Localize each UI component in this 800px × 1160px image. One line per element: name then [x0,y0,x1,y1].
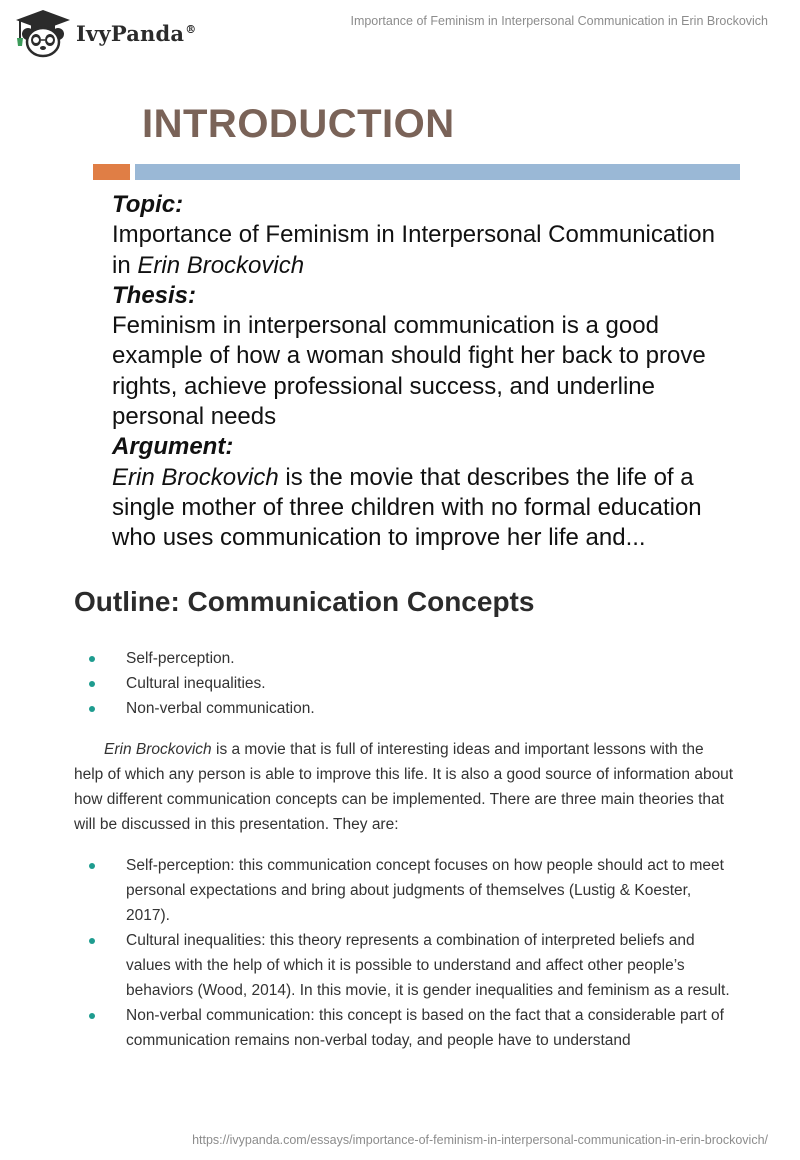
list-item: Non-verbal communication. [74,696,734,721]
topic-text: Importance of Feminism in Interpersonal Communication in Erin Brockovich [112,221,715,279]
outline-list [74,646,734,721]
thesis-label: Thesis: [112,281,197,309]
list-item: Self-perception: this communication concept focuses on how people should act to meet personal expectations and bring about judgments of themselves (Lustig & Koester, 2017). [74,853,734,928]
slide-title: INTRODUCTION [142,102,455,146]
accent-bar-orange [93,164,130,180]
source-url[interactable]: https://ivypanda.com/essays/importance-of-feminism-in-interpersonal-communication-in-erin-brockovich/ [192,1133,768,1147]
topic-label: Topic: [112,191,184,218]
ivypanda-logo[interactable] [14,8,196,58]
slide-body [112,190,732,554]
section-heading: Outline: Communication Concepts [74,586,535,617]
body-paragraph: Erin Brockovich is a movie that is full of interesting ideas and important lessons with the help of which any person is able to improve this life. It is also a good source of information about how different communication concepts can be implemented. There are three main theories that will be discussed in this presentation. They are: [74,741,734,833]
list-item: Non-verbal communication: this concept is based on the fact that a considerable part of communication remains non-verbal today, and people have to understand [74,1003,734,1053]
thesis-text: Feminism in interpersonal communication is a good example of how a woman should fight her back to prove rights, achieve professional success, and underline personal needs [112,312,706,431]
accent-bar-blue [135,164,740,180]
panda-graduate-icon [14,8,72,58]
argument-text: Erin Brockovich is the movie that describes the life of a single mother of three children with no formal education who uses communication to improve her life and... [112,463,702,552]
concepts-list [74,853,734,1053]
slide-image [74,78,754,562]
document-title: Importance of Feminism in Interpersonal Communication in Erin Brockovich [350,14,768,28]
argument-label: Argument: [112,433,234,461]
list-item: Cultural inequalities: this theory represents a combination of interpreted beliefs and values with the help of which it is possible to understand and affect other people’s behaviors (Wood, 2014). In this movie, it is gender inequalities and feminism as a result. [74,928,734,1003]
list-item: Self-perception. [74,646,734,671]
list-item: Cultural inequalities. [74,671,734,696]
brand-name: IvyPanda® [76,20,197,46]
